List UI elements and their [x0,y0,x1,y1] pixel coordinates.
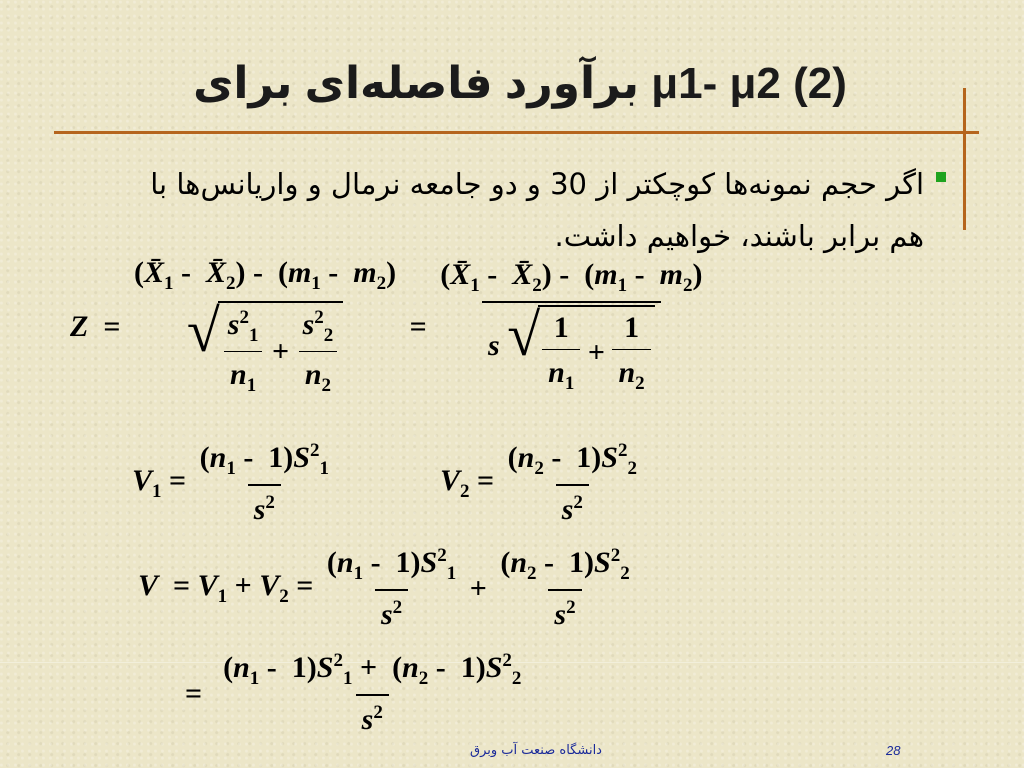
bullet-paragraph: اگر حجم نمونه‌ها کوچکتر از 30 و دو جامعه نرمال و واریانس‌ها با هم برابر باشند، خواهیم داشت. [150,167,924,253]
v2-formula: $V_2$ = $\frac{(n_2 - 1)S^2_2}{s^2}$ [440,440,637,526]
v-sum-formula: $V = V_1 + V_2$ = $\frac{(n_1 - 1)S^2_1}{s^2}$ + $\frac{(n_2 - 1)S^2_2}{s^2}$ [138,545,630,631]
v-combined-formula: = $\frac{(n_1 - 1)S^2_1 + (n_2 - 1)S^2_2}{s^2}$ [185,650,522,736]
vertical-accent-line [963,88,966,230]
footer-page-number: 28 [886,743,901,758]
z-fraction-1: ($X̄_1$ - $X̄_2) - (m_1 - m_2)$ √ $\frac{s^2_1}{n_1}$ + $\frac{s^2_2}{n_2}$ [133,256,397,396]
z-formula: Z = ($X̄_1$ - $X̄_2) - (m_1 - m_2)$ √ $\frac{s^2_1}{n_1}$ + $\frac{s^2_2}{n_2}$ = ($X̄_1$ - $X̄_2) - (m_1 - m_2)$ s √ $\frac{1}{n_1}$ + $\frac{1}{n_2}$ [70,256,708,397]
bullet-square-icon [936,172,946,182]
z-lhs: Z = [70,309,128,343]
v1-formula: $V_1$ = $\frac{(n_1 - 1)S^2_1}{s^2}$ [132,440,329,526]
sqrt-variance: √ $\frac{s^2_1}{n_1}$ + $\frac{s^2_2}{n_2}$ [187,301,343,397]
footer-university: دانشگاه صنعت آب وبرق [470,743,602,758]
z-fraction-2: ($X̄_1$ - $X̄_2) - (m_1 - m_2)$ s √ $\frac{1}{n_1}$ + $\frac{1}{n_2}$ [440,258,703,394]
sqrt-pooled: √ $\frac{1}{n_1}$ + $\frac{1}{n_2}$ [507,305,654,395]
slide-title: برآورد فاصله‌ای برای μ1- μ2 (2) [193,59,847,108]
title-underline [54,131,979,134]
